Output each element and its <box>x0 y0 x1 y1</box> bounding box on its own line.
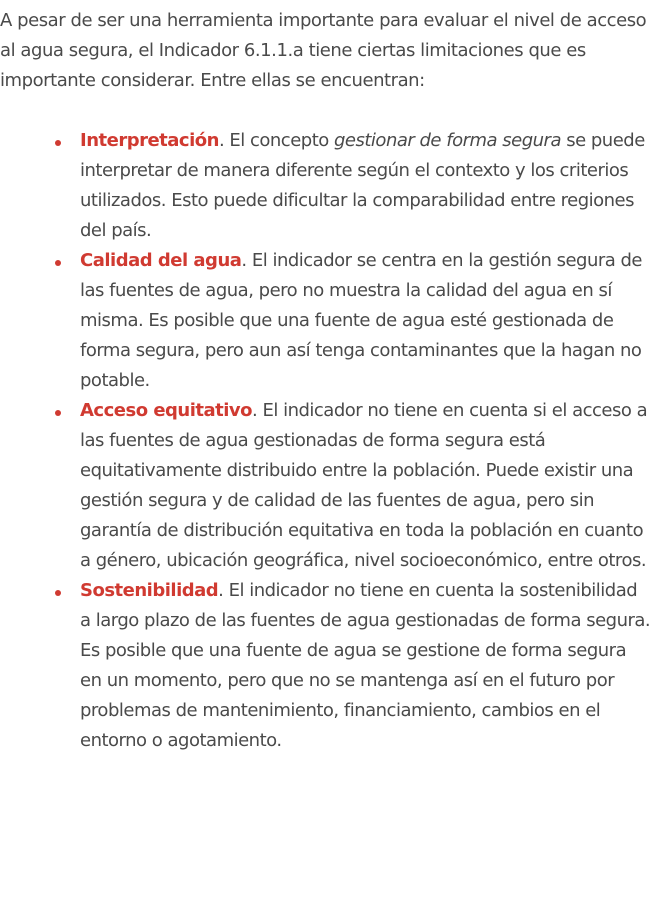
limitations-list <box>0 126 652 756</box>
bullet-icon <box>55 140 61 146</box>
limitation-term: Acceso equitativo <box>80 400 253 421</box>
limitation-lead: . El concepto <box>218 130 334 151</box>
limitation-item-acceso <box>0 396 652 576</box>
bullet-icon <box>55 590 61 596</box>
limitation-text: . El indicador se centra en la gestión segura de las fuentes de agua, pero no muestra la calidad del agua en sí misma. Es posible que una fuente de agua esté gestionada de forma segura, pero aun así tenga contaminantes que la hagan no potable. <box>80 250 643 391</box>
limitation-term: Calidad del agua <box>80 250 242 271</box>
bullet-icon <box>55 410 61 416</box>
limitation-item-interpretacion <box>0 126 652 246</box>
limitation-item-sostenibilidad <box>0 576 652 756</box>
document-body <box>0 6 652 756</box>
limitation-emphasis: gestionar de forma segura <box>334 130 561 151</box>
bullet-icon <box>55 260 61 266</box>
limitation-item-calidad <box>0 246 652 396</box>
limitation-term: Sostenibilidad <box>80 580 219 601</box>
limitation-text: se puede interpretar de manera diferente según el contexto y los criterios utilizados. Esto puede dificultar la comparabilidad entre regiones del país. <box>80 130 645 241</box>
limitation-term: Interpretación <box>80 130 219 151</box>
limitation-text: . El indicador no tiene en cuenta la sostenibilidad a largo plazo de las fuentes de agua gestionadas de forma segura. Es posible que una fuente de agua se gestione de forma segura en un momento, pero que no se mantenga así en el futuro por problemas de mantenimiento, financiamiento, cambios en el entorno o agotamiento. <box>80 580 651 751</box>
intro-paragraph: A pesar de ser una herramienta importante para evaluar el nivel de acceso al agua segura, el Indicador 6.1.1.a tiene ciertas limitaciones que es importante considerar. Entre ellas se encuentran: <box>0 10 647 91</box>
limitation-text: . El indicador no tiene en cuenta si el acceso a las fuentes de agua gestionadas de forma segura está equitativamente distribuido entre la población. Puede existir una gestión segura y de calidad de las fuentes de agua, pero sin garantía de distribución equitativa en toda la población en cuanto a género, ubicación geográfica, nivel socioeconómico, entre otros. <box>80 400 648 571</box>
